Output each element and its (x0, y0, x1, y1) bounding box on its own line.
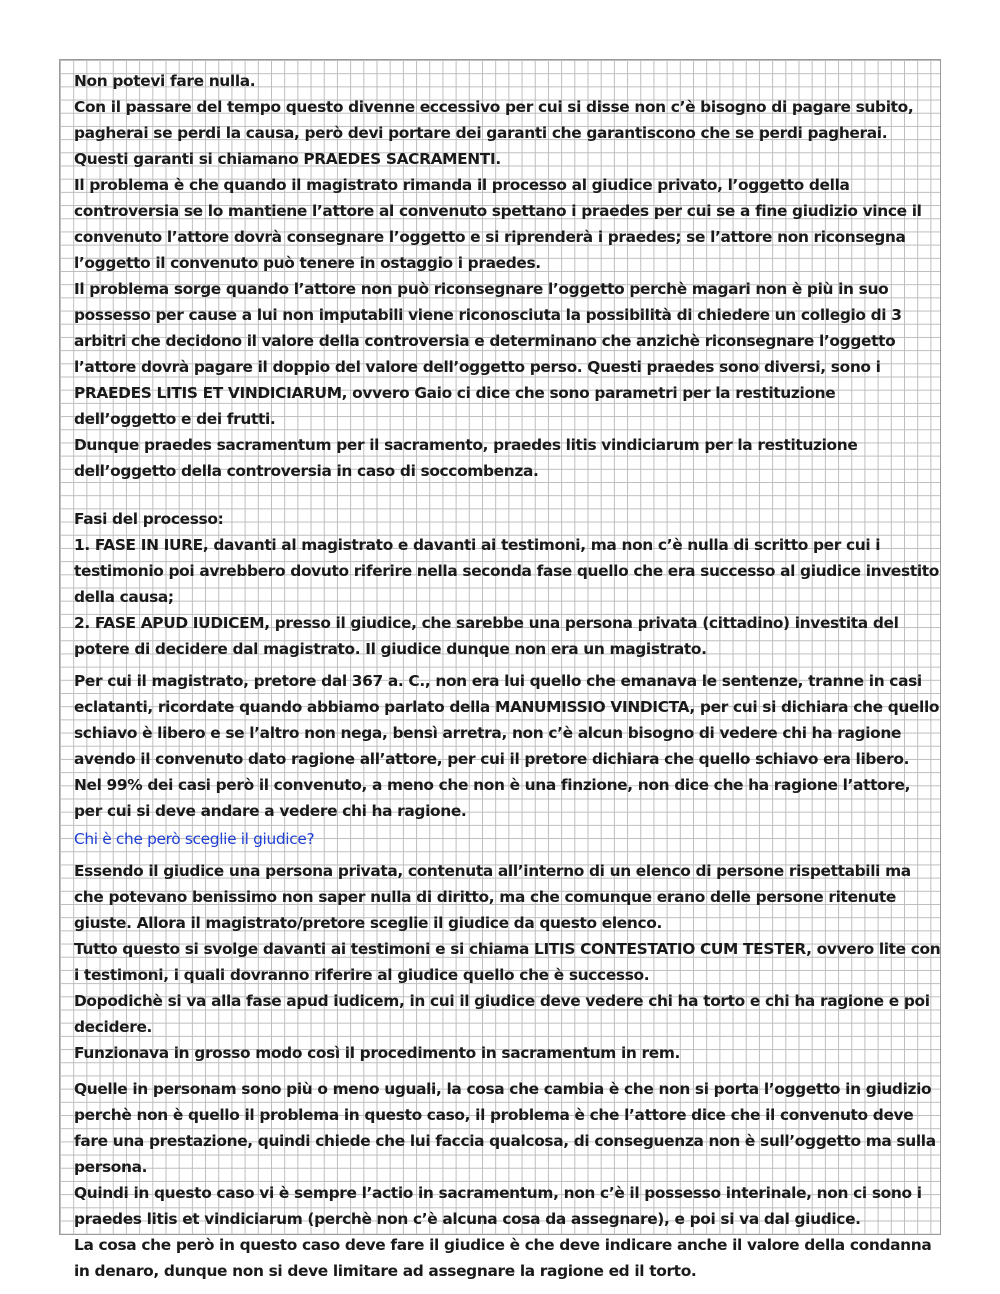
paragraph: Dopodichè si va alla fase apud iudicem, in cui il giudice deve vedere chi ha torto e chi ha ragione e poi decidere. (74, 992, 930, 1036)
list-item: 1. FASE IN IURE, davanti al magistrato e davanti ai testimoni, ma non c’è nulla di scritto per cui i testimonio poi avrebbero dovuto riferire nella seconda fase quello che era successo al giudice investito della causa; (74, 536, 939, 606)
document-body (74, 68, 942, 1284)
paragraph: Con il passare del tempo questo divenne eccessivo per cui si disse non c’è bisogno di pagare subito, pagherai se perdi la causa, però devi portare dei garanti che garantiscono che se perdi pagherai. Questi garanti si chiamano PRAEDES SACRAMENTI. (74, 98, 914, 168)
paragraph: Dunque praedes sacramentum per il sacramento, praedes litis vindiciarum per la restituzione dell’oggetto della controversia in caso di soccombenza. (74, 436, 858, 480)
paragraph: Funzionava in grosso modo così il procedimento in sacramentum in rem. (74, 1044, 681, 1062)
paragraph: Il problema sorge quando l’attore non può riconsegnare l’oggetto perchè magari non è più in suo possesso per cause a lui non imputabili viene riconosciuta la possibilità di chiedere un collegio di 3 arbitri che decidono il valore della controversia e determinano che anzichè riconsegnare l’oggetto l’attore dovrà pagare il doppio del valore dell’oggetto perso. Questi praedes sono diversi, sono i PRAEDES LITIS ET VINDICIARUM, ovvero Gaio ci dice che sono parametri per la restituzione dell’oggetto e dei frutti. (74, 280, 902, 428)
paragraph: Quelle in personam sono più o meno uguali, la cosa che cambia è che non si porta l’oggetto in giudizio perchè non è quello il problema in questo caso, il problema è che l’attore dice che il convenuto deve fare una prestazione, quindi chiede che lui faccia qualcosa, di conseguenza non è sull’oggetto ma sulla persona. (74, 1080, 936, 1176)
paragraph: La cosa che però in questo caso deve fare il giudice è che deve indicare anche il valore della condanna in denaro, dunque non si deve limitare ad assegnare la ragione ed il torto. (74, 1236, 932, 1280)
section-heading: Chi è che però sceglie il giudice? (74, 830, 315, 848)
paragraph: Essendo il giudice una persona privata, contenuta all’interno di un elenco di persone rispettabili ma che potevano benissimo non saper nulla di diritto, ma che comunque erano delle persone ritenute giuste. Allora il magistrato/pretore sceglie il giudice da questo elenco. (74, 862, 911, 932)
paragraph: Quindi in questo caso vi è sempre l’actio in sacramentum, non c’è il possesso interinale, non ci sono i praedes litis et vindiciarum (perchè non c’è alcuna cosa da assegnare), e poi si va dal giudice. (74, 1184, 922, 1228)
list-item: 2. FASE APUD IUDICEM, presso il giudice, che sarebbe una persona privata (cittadino) investita del potere di decidere dal magistrato. Il giudice dunque non era un magistrato. (74, 614, 899, 658)
section-label: Fasi del processo: (74, 510, 224, 528)
paragraph: Nel 99% dei casi però il convenuto, a meno che non è una finzione, non dice che ha ragione l’attore, per cui si deve andare a vedere chi ha ragione. (74, 776, 911, 820)
paragraph: Tutto questo si svolge davanti ai testimoni e si chiama LITIS CONTESTATIO CUM TESTER, ovvero lite con i testimoni, i quali dovranno riferire al giudice quello che è successo. (74, 940, 941, 984)
paragraph: Il problema è che quando il magistrato rimanda il processo al giudice privato, l’oggetto della controversia se lo mantiene l’attore al convenuto spettano i praedes per cui se a fine giudizio vince il convenuto l’attore dovrà consegnare l’oggetto e si riprenderà i praedes; se l’attore non riconsegna l’oggetto il convenuto può tenere in ostaggio i praedes. (74, 176, 922, 272)
paragraph: Per cui il magistrato, pretore dal 367 a. C., non era lui quello che emanava le sentenze, tranne in casi eclatanti, ricordate quando abbiamo parlato della MANUMISSIO VINDICTA, per cui si dichiara che quello schiavo è libero e se l’altro non nega, bensì arretra, non c’è alcun bisogno di vedere chi ha ragione avendo il convenuto dato ragione all’attore, per cui il pretore dichiara che quello schiavo era libero. (74, 672, 940, 768)
paragraph: Non potevi fare nulla. (74, 72, 256, 90)
